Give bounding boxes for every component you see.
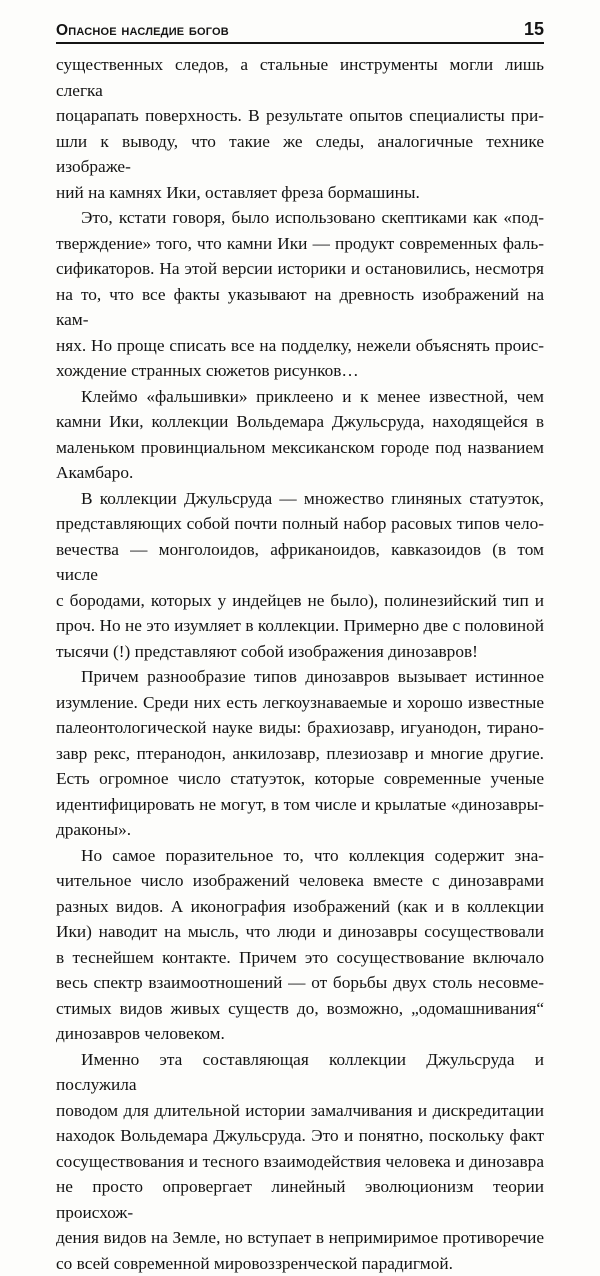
text-line: динозавров человеком.	[56, 1021, 544, 1047]
text-line: дения видов на Земле, но вступает в непримиримое противоречие	[56, 1225, 544, 1251]
text-line: завр рекс, птеранодон, анкилозавр, плезиозавр и многие другие.	[56, 741, 544, 767]
text-line: разных видов. А иконография изображений (как и в коллекции	[56, 894, 544, 920]
paragraph	[56, 843, 544, 1047]
text-line: ний на камнях Ики, оставляет фреза бормашины.	[56, 180, 544, 206]
text-line: тысячи (!) представляют собой изображения динозавров!	[56, 639, 544, 665]
text-line: нях. Но проще списать все на подделку, нежели объяснять проис-	[56, 333, 544, 359]
text-line: идентифицировать не могут, в том числе и крылатые «динозавры-	[56, 792, 544, 818]
text-line: со всей современной мировоззренческой парадигмой.	[56, 1251, 544, 1276]
body-text	[56, 52, 544, 1276]
text-line: маленьком провинциальном мексиканском городе под названием	[56, 435, 544, 461]
text-line: тверждение» того, что камни Ики — продукт современных фаль-	[56, 231, 544, 257]
text-line: Ики) наводит на мысль, что люди и динозавры сосуществовали	[56, 919, 544, 945]
paragraph	[56, 1047, 544, 1276]
paragraph	[56, 205, 544, 384]
text-line: палеонтологической науке виды: брахиозавр, игуанодон, тирано-	[56, 715, 544, 741]
text-line: хождение странных сюжетов рисунков…	[56, 358, 544, 384]
text-line: поцарапать поверхность. В результате опытов специалисты при-	[56, 103, 544, 129]
running-head	[56, 14, 544, 44]
text-line: стимых видов живых существ до, возможно, „одомашнивания“	[56, 996, 544, 1022]
text-line: изумление. Среди них есть легкоузнаваемые и хорошо известные	[56, 690, 544, 716]
running-title: Опасное наследие богов	[56, 22, 229, 40]
text-line: Причем разнообразие типов динозавров вызывает истинное	[56, 664, 544, 690]
text-line: Акамбаро.	[56, 460, 544, 486]
text-line: чительное число изображений человека вместе с динозаврами	[56, 868, 544, 894]
page-number: 15	[524, 19, 544, 40]
text-line: весь спектр взаимоотношений — от борьбы двух столь несовме-	[56, 970, 544, 996]
text-line: вечества — монголоидов, африканоидов, кавказоидов (в том числе	[56, 537, 544, 588]
text-line: Клеймо «фальшивки» приклеено и к менее известной, чем	[56, 384, 544, 410]
text-line: в теснейшем контакте. Причем это сосуществование включало	[56, 945, 544, 971]
text-line: поводом для длительной истории замалчивания и дискредитации	[56, 1098, 544, 1124]
text-line: существенных следов, а стальные инструменты могли лишь слегка	[56, 52, 544, 103]
text-line: Именно эта составляющая коллекции Джульсруда и послужила	[56, 1047, 544, 1098]
paragraph	[56, 384, 544, 486]
text-line: Но самое поразительное то, что коллекция содержит зна-	[56, 843, 544, 869]
text-line: на то, что все факты указывают на древность изображений на кам-	[56, 282, 544, 333]
text-line: шли к выводу, что такие же следы, аналогичные технике изображе-	[56, 129, 544, 180]
text-line: находок Вольдемара Джульсруда. Это и понятно, поскольку факт	[56, 1123, 544, 1149]
text-line: камни Ики, коллекции Вольдемара Джульсруда, находящейся в	[56, 409, 544, 435]
text-line: не просто опровергает линейный эволюционизм теории происхож-	[56, 1174, 544, 1225]
text-line: Это, кстати говоря, было использовано скептиками как «под-	[56, 205, 544, 231]
text-line: В коллекции Джульсруда — множество глиняных статуэток,	[56, 486, 544, 512]
text-line: сификаторов. На этой версии историки и остановились, несмотря	[56, 256, 544, 282]
text-line: с бородами, которых у индейцев не было), полинезийский тип и	[56, 588, 544, 614]
paragraph	[56, 664, 544, 843]
text-line: представляющих собой почти полный набор расовых типов чело-	[56, 511, 544, 537]
text-line: Есть огромное число статуэток, которые современные ученые	[56, 766, 544, 792]
text-line: сосуществования и тесного взаимодействия человека и динозавра	[56, 1149, 544, 1175]
paragraph	[56, 486, 544, 665]
text-line: проч. Но не это изумляет в коллекции. Примерно две с половиной	[56, 613, 544, 639]
paragraph	[56, 52, 544, 205]
text-line: драконы».	[56, 817, 544, 843]
